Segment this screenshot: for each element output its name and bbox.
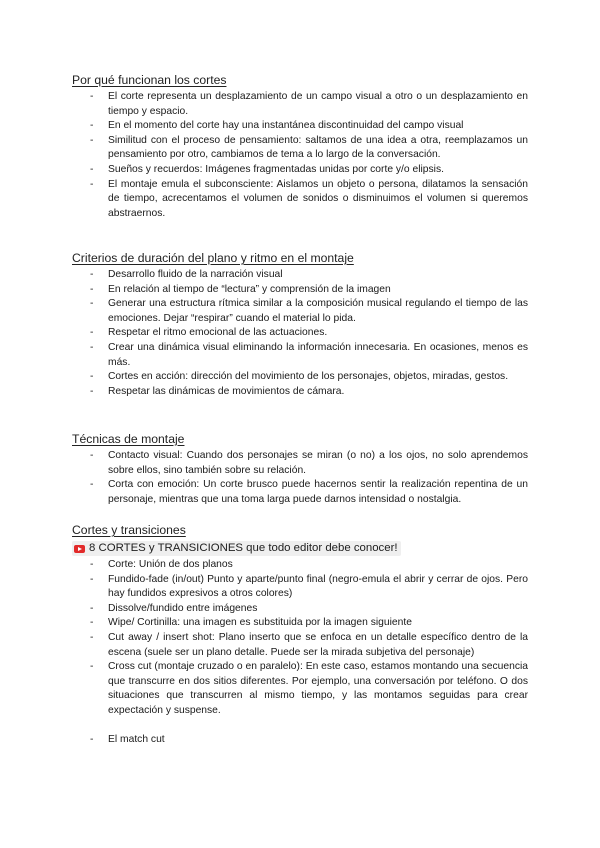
list-item: - En el momento del corte hay una instantánea discontinuidad del campo visual [90,120,464,132]
list-item: - Cut away / insert shot: Plano inserto que se enfoca en un detalle específico dentro de la escena (suele ser un plano detalle. Puede ser la mirada subjetiva del personaje) [90,632,528,658]
list-item: - Respetar el ritmo emocional de las actuaciones. [90,327,328,339]
section-editing-techniques [72,431,528,507]
youtube-video-chip[interactable] [72,541,401,556]
bullet-list [72,558,528,747]
list-item: - El montaje emula el subconsciente: Aislamos un objeto o persona, dilatamos la sensación de tiempo, acrecentamos el volumen de sonidos o disminuimos el volumen si queremos abstraernos. [90,178,528,219]
bullet-list [72,90,528,221]
list-item: - El corte representa un desplazamiento de un campo visual a otro o un desplazamiento en tiempo y espacio. [90,91,528,117]
list-item: - Sueños y recuerdos: Imágenes fragmentadas unidas por corte y/o elipsis. [90,163,444,175]
list-item: - El match cut [90,733,165,745]
section-why-cuts-work [72,72,528,221]
list-item: - Fundido-fade (in/out) Punto y aparte/punto final (negro-emula el abrir y cerrar de ojos. Pero hay fundidos expresivos a otros colores) [90,573,528,600]
list-item: - Cross cut (montaje cruzado o en paralelo): En este caso, estamos montando una secuencia que transcurre en dos sitios diferentes. Por ejemplo, una conversación por teléfono. O dos situaciones que transcurren al mismo tiempo, y las montamos seguidas para crear expectación y suspense. [90,661,528,717]
youtube-icon [74,545,85,553]
video-title: 8 CORTES y TRANSICIONES que todo editor debe conocer! [89,542,398,554]
list-item: - Dissolve/fundido entre imágenes [90,602,258,614]
list-item: - Crear una dinámica visual eliminando la información innecesaria. En ocasiones, menos es más. [90,341,528,368]
bullet-list [72,268,528,399]
list-item: - Respetar las dinámicas de movimientos de cámara. [90,385,345,397]
list-item: - Wipe/ Cortinilla: una imagen es substituida por la imagen siguiente [90,617,412,629]
section-heading: Técnicas de montaje [72,432,185,446]
list-item: - Corta con emoción: Un corte brusco puede hacernos sentir la realización repentina de un personaje, mientras que una toma larga puede darnos intensidad o nostalgia. [90,479,528,505]
section-heading: Por qué funcionan los cortes [72,73,227,87]
list-item: - Similitud con el proceso de pensamiento: saltamos de una idea a otra, reemplazamos un pensamiento por otro, cambiamos de tema a lo largo de la conversación. [90,134,528,161]
bullet-list [72,449,528,507]
section-shot-duration-criteria [72,250,528,399]
list-item: - Desarrollo fluido de la narración visual [90,269,283,280]
list-item: - En relación al tiempo de “lectura” y comprensión de la imagen [90,283,391,295]
list-item: - Generar una estructura rítmica similar a la composición musical regulando el tiempo de las emociones. Dejar “respirar” cuando el material lo pida. [90,298,528,324]
section-cuts-and-transitions [72,522,528,747]
list-item: - Contacto visual: Cuando dos personajes se miran (o no) a los ojos, no solo aprendemos sobre ellos, sino también sobre su relación. [90,450,528,476]
section-heading: Criterios de duración del plano y ritmo en el montaje [72,251,354,265]
list-item: - Cortes en acción: dirección del movimiento de los personajes, objetos, miradas, gestos. [90,371,509,383]
list-item: - Corte: Unión de dos planos [90,559,233,571]
section-heading: Cortes y transiciones [72,523,186,537]
